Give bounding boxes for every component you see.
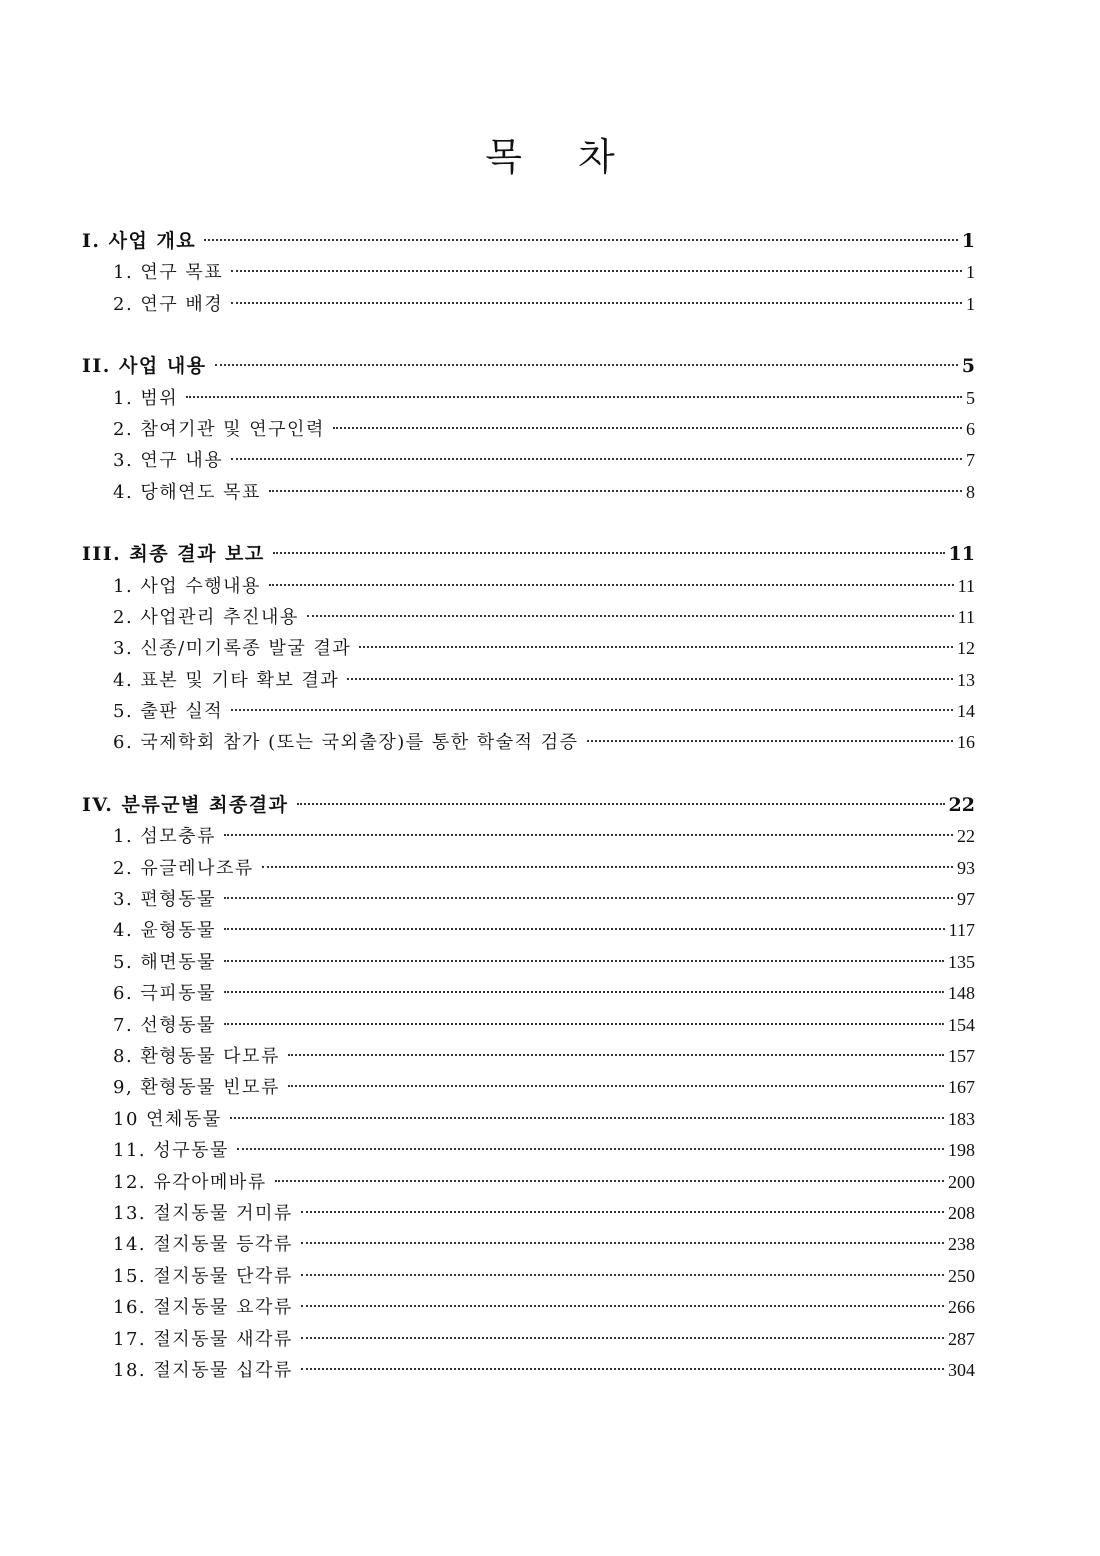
toc-page-number: 8 [966,481,975,502]
toc-entry-label: 11. 성구동물 [113,1140,229,1162]
toc-leader-dots [186,396,962,398]
toc-entry-label: 6. 극피동물 [113,983,216,1005]
toc-page-number: 5 [966,387,975,408]
toc-page-number: 200 [948,1171,975,1192]
toc-leader-dots [288,1054,944,1056]
toc-entry[interactable] [82,477,975,508]
page-title: 목 차 [485,135,637,179]
toc-entry[interactable] [82,257,975,288]
toc-page-number: 93 [957,857,975,878]
toc-leader-dots [231,458,962,460]
toc-leader-dots [262,866,953,868]
toc-leader-dots [301,1242,944,1244]
toc-entry-label: 2. 유글레나조류 [113,857,254,879]
toc-entry[interactable] [82,1355,975,1386]
toc-entry-label: 2. 참여기관 및 연구인력 [113,418,325,440]
toc-entry[interactable] [82,821,975,852]
toc-page-number: 167 [948,1077,975,1098]
toc-leader-dots [230,1117,944,1119]
toc-page-number: 12 [957,638,975,659]
toc-heading-label: I. 사업 개요 [82,230,197,252]
toc-entry-label: 1. 사업 수행내용 [113,575,261,597]
toc-entry[interactable] [82,1072,975,1103]
toc-entry[interactable] [82,383,975,414]
toc-entry-label: 4. 표본 및 기타 확보 결과 [113,669,340,691]
toc-page-number: 16 [957,732,975,753]
toc-leader-dots [297,803,945,805]
toc-entry-label: 10 연체동물 [113,1108,222,1130]
toc-page-number: 7 [966,450,975,471]
toc-heading-label: II. 사업 내용 [82,355,207,378]
toc-page-number: 6 [966,418,975,439]
toc-leader-dots [237,1148,944,1150]
toc-entry[interactable] [82,445,975,476]
toc-section [82,790,975,1386]
toc-leader-dots [301,1368,944,1370]
toc-entry[interactable] [82,1229,975,1260]
toc-entry-label: 6. 국제학회 참가 (또는 국외출장)를 통한 학술적 검증 [113,732,579,754]
toc-page-number: 135 [948,951,975,972]
toc-entry-label: 8. 환형동물 다모류 [113,1045,280,1067]
toc-section-heading[interactable] [82,226,975,257]
toc-entry-label: 3. 연구 내용 [113,450,224,472]
toc-entry[interactable] [82,884,975,915]
toc-leader-dots [587,740,953,742]
toc-entry-label: 2. 사업관리 추진내용 [113,606,299,628]
toc-page-number: 11 [957,575,975,596]
toc-entry[interactable] [82,696,975,727]
toc-entry[interactable] [82,1198,975,1229]
toc-leader-dots [301,1337,944,1339]
toc-entry[interactable] [82,1010,975,1041]
toc-section-heading[interactable] [82,351,975,382]
toc-entry-label: 12. 유각아메바류 [113,1171,267,1193]
toc-page-number: 287 [948,1328,975,1349]
toc-page-number: 266 [948,1297,975,1318]
toc-page-number: 183 [948,1108,975,1129]
toc-heading-label: III. 최종 결과 보고 [82,543,265,566]
toc-entry-label: 9, 환형동물 빈모류 [113,1077,280,1099]
toc-entry[interactable] [82,414,975,445]
toc-leader-dots [269,584,954,586]
toc-leader-dots [301,1211,944,1213]
toc-page-number: 5 [961,355,975,378]
toc-page-number: 1 [961,230,975,252]
toc-page-number: 238 [948,1234,975,1255]
toc-page-number: 250 [948,1265,975,1286]
toc-entry-label: 2. 연구 배경 [113,293,224,315]
toc-entry[interactable] [82,727,975,758]
toc-entry[interactable] [82,633,975,664]
toc-leader-dots [224,1023,944,1025]
toc-page-number: 154 [948,1014,975,1035]
toc-leader-dots [359,646,953,648]
toc-page-number: 208 [948,1202,975,1223]
toc-entry-label: 16. 절지동물 요각류 [113,1297,293,1319]
toc-page-number: 148 [948,983,975,1004]
toc-leader-dots [224,960,944,962]
toc-page-number: 1 [966,262,975,283]
toc-entry[interactable] [82,947,975,978]
toc-leader-dots [231,709,953,711]
toc-leader-dots [231,302,962,304]
toc-page-number: 11 [957,606,975,627]
toc-leader-dots [301,1274,944,1276]
toc-section [82,351,975,508]
toc-entry[interactable] [82,602,975,633]
toc-leader-dots [273,552,945,554]
toc-entry-label: 17. 절지동물 새각류 [113,1328,293,1350]
toc-entry[interactable] [82,1292,975,1323]
toc-leader-dots [333,427,962,429]
toc-entry[interactable] [82,1104,975,1135]
toc-leader-dots [224,897,953,899]
toc-leader-dots [307,615,954,617]
toc-page-number: 157 [948,1045,975,1066]
toc-entry[interactable] [82,915,975,946]
toc-entry[interactable] [82,978,975,1009]
toc-page-number: 22 [957,826,975,847]
toc-entry-label: 18. 절지동물 십각류 [113,1359,293,1381]
toc-page-number: 117 [948,920,975,941]
toc-entry[interactable] [82,1135,975,1166]
toc-leader-dots [204,239,958,241]
toc-section [82,539,975,759]
toc-entry[interactable] [82,1041,975,1072]
toc-page-number: 14 [957,701,975,722]
toc-leader-dots [347,678,953,680]
toc-entry[interactable] [82,1261,975,1292]
toc-leader-dots [224,834,953,836]
toc-entry-label: 3. 신종/미기록종 발굴 결과 [113,638,352,660]
toc-entry-label: 4. 당해연도 목표 [113,481,261,503]
toc-leader-dots [275,1180,944,1182]
toc-section-heading[interactable] [82,790,975,821]
toc-page-number: 22 [948,793,975,816]
toc-entry-label: 13. 절지동물 거미류 [113,1202,293,1224]
toc-page-number: 11 [948,543,975,566]
toc-entry-label: 1. 섬모충류 [113,826,216,848]
toc-entry-label: 3. 편형동물 [113,889,216,911]
toc-entry[interactable] [82,289,975,320]
toc-entry-label: 4. 윤형동물 [113,920,216,942]
toc-leader-dots [301,1305,944,1307]
toc-leader-dots [269,490,962,492]
toc-entry[interactable] [82,853,975,884]
toc-page-number: 304 [948,1359,975,1380]
toc-page-number: 97 [957,889,975,910]
toc-entry[interactable] [82,1167,975,1198]
toc-entry[interactable] [82,1324,975,1355]
toc-heading-label: IV. 분류군별 최종결과 [82,793,289,816]
toc-entry-label: 15. 절지동물 단각류 [113,1265,293,1287]
toc-entry-label: 1. 범위 [113,387,179,409]
toc-leader-dots [224,991,944,993]
toc-leader-dots [231,270,962,272]
toc-entry-label: 5. 출판 실적 [113,701,224,723]
toc-entry-label: 7. 선형동물 [113,1014,216,1036]
toc-entry[interactable] [82,665,975,696]
table-of-contents [82,226,975,1417]
toc-page-number: 1 [966,293,975,314]
toc-page-number: 13 [957,669,975,690]
toc-entry-label: 5. 해면동물 [113,951,216,973]
toc-section-heading[interactable] [82,539,975,570]
toc-page-number: 198 [948,1140,975,1161]
toc-section [82,226,975,320]
toc-leader-dots [288,1085,944,1087]
toc-entry[interactable] [82,571,975,602]
toc-entry-label: 1. 연구 목표 [113,262,224,284]
toc-leader-dots [224,928,945,930]
toc-entry-label: 14. 절지동물 등각류 [113,1234,293,1256]
toc-leader-dots [215,364,958,366]
